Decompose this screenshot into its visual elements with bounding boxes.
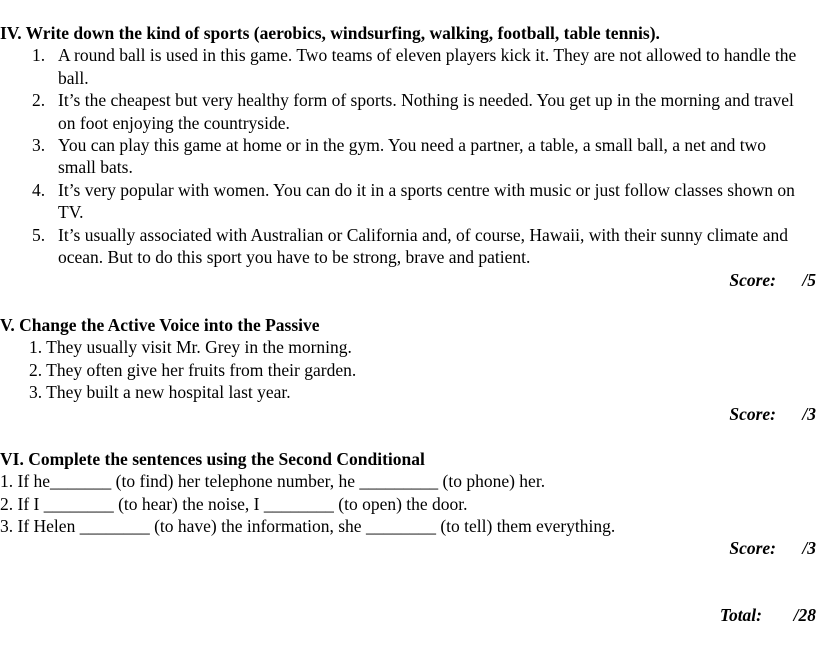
score-value: /3: [802, 404, 816, 424]
list-item: 3. If Helen ________ (to have) the information, she ________ (to tell) them everything.: [0, 516, 616, 537]
item-number: 1.: [32, 45, 46, 66]
total-label: Total:: [719, 605, 762, 625]
score-label: Score:: [729, 270, 776, 290]
section-v-heading: V. Change the Active Voice into the Passive: [0, 315, 320, 335]
item-number: 2.: [32, 90, 46, 111]
section-vi-list: [0, 470, 816, 537]
item-text: A round ball is used in this game. Two teams of eleven players kick it. They are not allowed to handle the ball.: [58, 45, 797, 88]
section-v-list: [0, 336, 816, 403]
item-text: It’s usually associated with Australian or California and, of course, Hawaii, with their sunny climate and ocean. But to do this sport you have to be strong, brave and patient.: [58, 224, 788, 268]
section-vi-heading: VI. Complete the sentences using the Second Conditional: [0, 449, 425, 469]
score-label: Score:: [729, 404, 776, 424]
score-section-vi: [616, 537, 816, 559]
list-item: 3. They built a new hospital last year.: [29, 382, 291, 403]
list-item: [0, 134, 802, 179]
score-label: Score:: [729, 538, 776, 558]
list-item: 1. If he_______ (to find) her telephone number, he _________ (to phone) her.: [0, 471, 546, 492]
section-v: [0, 314, 816, 404]
item-text: You can play this game at home or in the gym. You need a partner, a table, a small ball, a net and two small bats.: [58, 135, 767, 178]
section-iv: [0, 22, 816, 268]
section-iv-list: [0, 44, 802, 268]
list-item: [0, 89, 802, 134]
item-number: 3.: [32, 135, 46, 156]
list-item: 1. They usually visit Mr. Grey in the morning.: [29, 337, 352, 358]
score-value: /3: [802, 538, 816, 558]
total-score: [616, 604, 816, 626]
total-value: /28: [793, 605, 816, 625]
item-number: 4.: [32, 179, 46, 200]
list-item: 2. They often give her fruits from their garden.: [29, 359, 357, 380]
list-item: [0, 44, 802, 89]
item-number: 5.: [32, 224, 46, 245]
section-vi: [0, 448, 816, 538]
list-item: [0, 179, 802, 224]
score-section-iv: [616, 269, 816, 291]
score-value: /5: [802, 270, 816, 290]
score-section-v: [616, 403, 816, 425]
section-iv-heading: IV. Write down the kind of sports (aerobics, windsurfing, walking, football, table tennis).: [0, 23, 660, 43]
list-item: 2. If I ________ (to hear) the noise, I ________ (to open) the door.: [0, 493, 468, 514]
item-text: It’s very popular with women. You can do it in a sports centre with music or just follow classes shown on TV.: [58, 179, 795, 223]
item-text: It’s the cheapest but very healthy form of sports. Nothing is needed. You get up in the morning and travel on foot enjoying the countryside.: [58, 90, 794, 133]
list-item: [0, 224, 802, 269]
